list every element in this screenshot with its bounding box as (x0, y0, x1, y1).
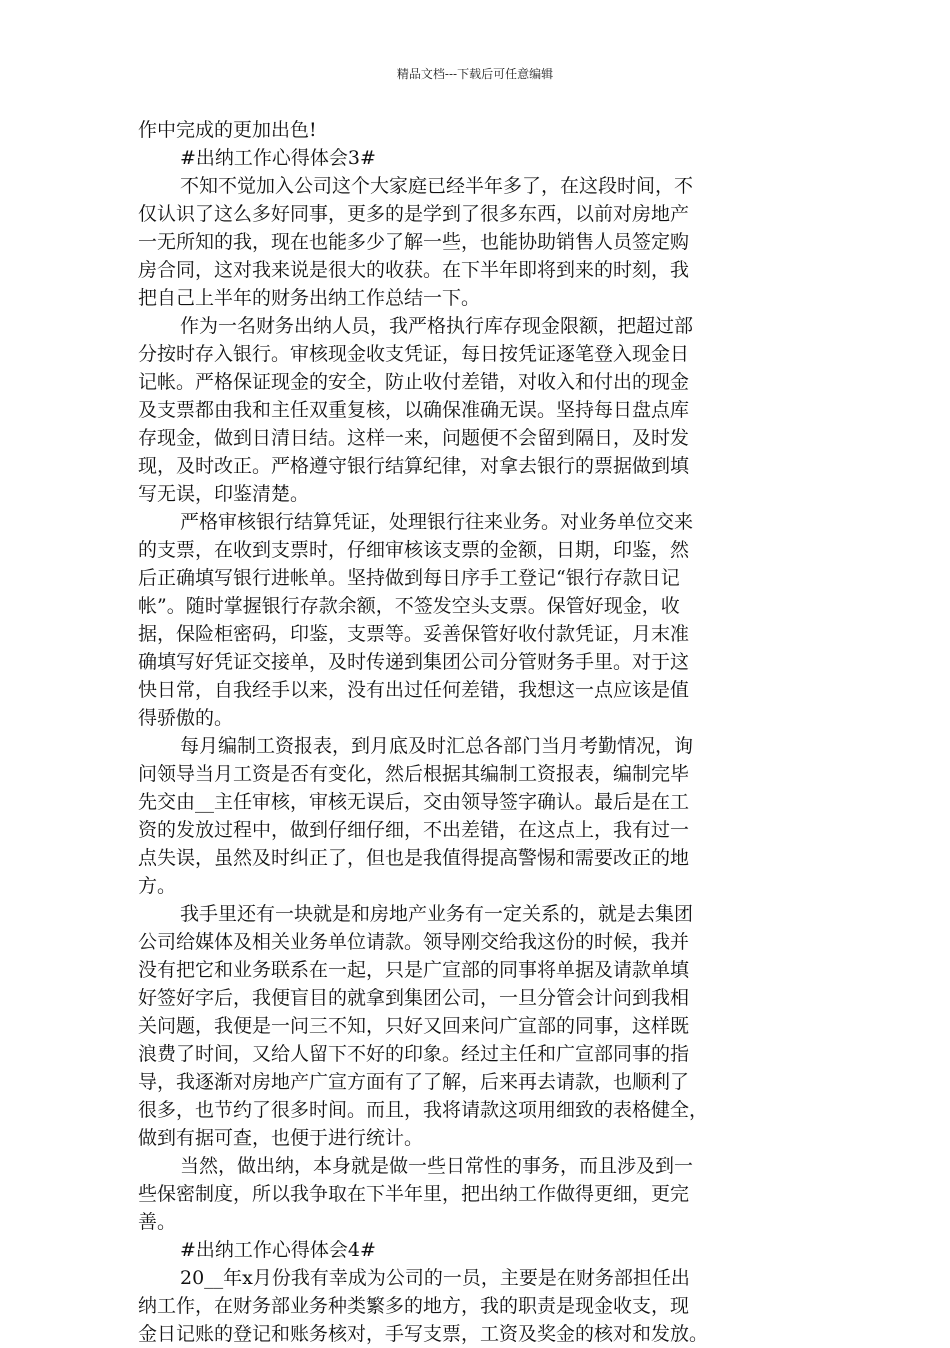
text-line: 后正确填写银行进帐单。坚持做到每日序手工登记“银行存款日记 (138, 567, 680, 589)
text-line: 存现金，做到日清日结。这样一来，问题便不会留到隔日，及时发 (138, 427, 690, 449)
text-line: 20__年x月份我有幸成为公司的一员，主要是在财务部担任出 (180, 1267, 690, 1289)
text-line: 我手里还有一块就是和房地产业务有一定关系的，就是去集团 (180, 903, 694, 925)
text-line: 每月编制工资报表，到月底及时汇总各部门当月考勤情况，询 (180, 735, 694, 757)
text-line: 据，保险柜密码，印鉴，支票等。妥善保管好收付款凭证，月末准 (138, 623, 690, 645)
text-line: 记帐。严格保证现金的安全，防止收付差错，对收入和付出的现金 (138, 371, 690, 393)
text-line: 导，我逐渐对房地产广宣方面有了了解，后来再去请款，也顺利了 (138, 1071, 690, 1093)
text-line: 把自己上半年的财务出纳工作总结一下。 (138, 287, 481, 309)
text-line: 帐”。随时掌握银行存款余额，不签发空头支票。保管好现金，收 (138, 595, 680, 617)
text-line: 点失误，虽然及时纠正了，但也是我值得提高警惕和需要改正的地 (138, 847, 690, 869)
text-line: 仅认识了这么多好同事，更多的是学到了很多东西，以前对房地产 (138, 203, 690, 225)
text-line: 关问题，我便是一问三不知，只好又回来问广宣部的同事，这样既 (138, 1015, 690, 1037)
text-line: 公司给媒体及相关业务单位请款。领导刚交给我这份的时候，我并 (138, 931, 690, 953)
text-line: 房合同，这对我来说是很大的收获。在下半年即将到来的时刻，我 (138, 259, 690, 281)
text-line: 先交由__主任审核，审核无误后，交由领导签字确认。最后是在工 (138, 791, 690, 813)
text-line: 些保密制度，所以我争取在下半年里，把出纳工作做得更细，更完 (138, 1183, 690, 1205)
text-line: 得骄傲的。 (138, 707, 234, 729)
text-line: 严格审核银行结算凭证，处理银行往来业务。对业务单位交来 (180, 511, 694, 533)
page-header: 精品文档---下载后可任意编辑 (396, 67, 554, 81)
document-body (138, 116, 814, 1348)
text-line: 很多，也节约了很多时间。而且，我将请款这项用细致的表格健全， (138, 1099, 709, 1121)
text-line: 快日常，自我经手以来，没有出过任何差错，我想这一点应该是值 (138, 679, 690, 701)
text-line: 及支票都由我和主任双重复核，以确保准确无误。坚持每日盘点库 (138, 399, 690, 421)
text-line: 的支票，在收到支票时，仔细审核该支票的金额，日期，印鉴，然 (138, 539, 690, 561)
text-line: 做到有据可查，也便于进行统计。 (138, 1127, 424, 1149)
text-line: 确填写好凭证交接单，及时传递到集团公司分管财务手里。对于这 (138, 651, 690, 673)
text-line: 浪费了时间，又给人留下不好的印象。经过主任和广宣部同事的指 (138, 1043, 690, 1065)
section-heading: #出纳工作心得体会3# (180, 147, 376, 169)
text-line: 一无所知的我，现在也能多少了解一些，也能协助销售人员签定购 (138, 231, 690, 253)
text-line: 方。 (138, 875, 177, 897)
text-line: 好签好字后，我便盲目的就拿到集团公司，一旦分管会计问到我相 (138, 987, 690, 1009)
text-line: 纳工作，在财务部业务种类繁多的地方，我的职责是现金收支，现 (138, 1295, 690, 1317)
text-line: 分按时存入银行。审核现金收支凭证，每日按凭证逐笔登入现金日 (138, 343, 690, 365)
text-line: 金日记账的登记和账务核对，手写支票，工资及奖金的核对和发放。 (138, 1323, 709, 1345)
text-line: 作为一名财务出纳人员，我严格执行库存现金限额，把超过部 (180, 315, 694, 337)
text-line: 善。 (138, 1211, 177, 1233)
text-line: 作中完成的更加出色! (138, 119, 317, 141)
text-line: 现，及时改正。严格遵守银行结算纪律，对拿去银行的票据做到填 (138, 455, 690, 477)
section-heading: #出纳工作心得体会4# (180, 1239, 376, 1261)
text-line: 问领导当月工资是否有变化，然后根据其编制工资报表，编制完毕 (138, 763, 690, 785)
text-line: 资的发放过程中，做到仔细仔细，不出差错，在这点上，我有过一 (138, 819, 690, 841)
text-line: 没有把它和业务联系在一起，只是广宣部的同事将单据及请款单填 (138, 959, 690, 981)
text-line: 写无误，印鉴清楚。 (138, 483, 310, 505)
text-line: 不知不觉加入公司这个大家庭已经半年多了，在这段时间，不 (180, 175, 694, 197)
text-line: 当然，做出纳，本身就是做一些日常性的事务，而且涉及到一 (180, 1155, 694, 1177)
